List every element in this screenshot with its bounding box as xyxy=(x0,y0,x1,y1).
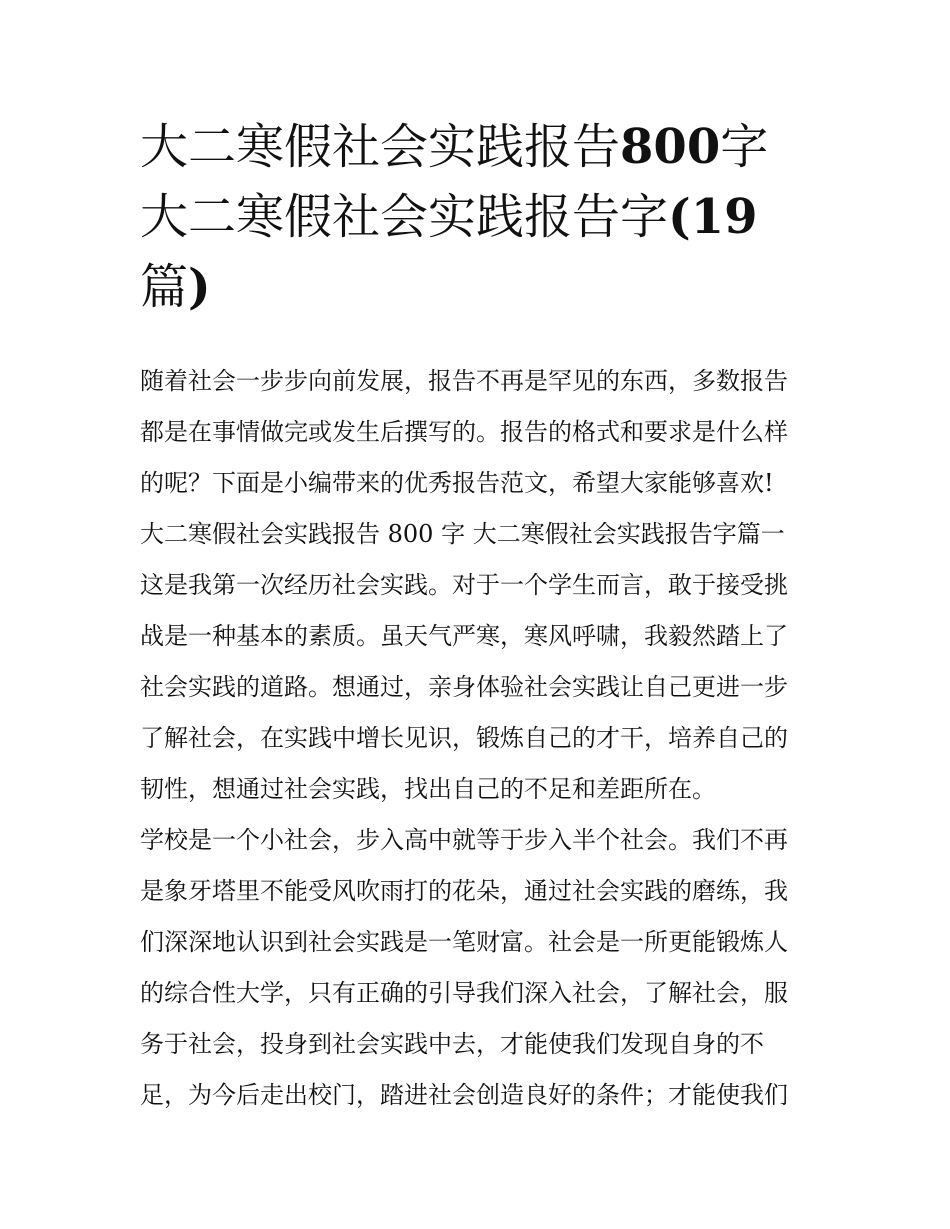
title-line-2 xyxy=(140,182,820,252)
title-line-1-tail: 字 xyxy=(720,119,769,175)
title-line-3-bold: ) xyxy=(188,259,211,315)
body-line: 是象牙塔里不能受风吹雨打的花朵，通过社会实践的磨练，我 xyxy=(140,877,788,905)
body-line: 大二寒假社会实践报告 800 字 大二寒假社会实践报告字篇一 xyxy=(140,520,785,548)
document-body xyxy=(140,356,820,1121)
title-line-1-text: 大二寒假社会实践报告 xyxy=(140,119,621,175)
body-line: 足，为今后走出校门，踏进社会创造良好的条件；才能使我们 xyxy=(140,1081,788,1109)
body-line: 都是在事情做完或发生后撰写的。报告的格式和要求是什么样 xyxy=(140,418,788,446)
body-line: 随着社会一步步向前发展，报告不再是罕见的东西，多数报告 xyxy=(140,367,788,395)
body-line: 们深深地认识到社会实践是一笔财富。社会是一所更能锻炼人 xyxy=(140,928,788,956)
body-line: 务于社会，投身到社会实践中去，才能使我们发现自身的不 xyxy=(140,1030,764,1058)
title-line-3-text: 篇 xyxy=(140,259,189,315)
body-line: 的综合性大学，只有正确的引导我们深入社会，了解社会，服 xyxy=(140,979,788,1007)
title-line-3 xyxy=(140,252,820,322)
body-line: 学校是一个小社会，步入高中就等于步入半个社会。我们不再 xyxy=(140,826,788,854)
body-line: 社会实践的道路。想通过，亲身体验社会实践让自己更进一步 xyxy=(140,673,788,701)
body-line: 了解社会，在实践中增长见识，锻炼自己的才干，培养自己的 xyxy=(140,724,788,752)
title-line-1-number: 800 xyxy=(620,119,721,175)
body-line: 这是我第一次经历社会实践。对于一个学生而言，敢于接受挑 xyxy=(140,571,788,599)
body-line: 的呢？下面是小编带来的优秀报告范文，希望大家能够喜欢! xyxy=(140,469,774,497)
document-title xyxy=(140,112,820,322)
body-line: 战是一种基本的素质。虽天气严寒，寒风呼啸，我毅然踏上了 xyxy=(140,622,788,650)
title-line-2-bold: (19 xyxy=(668,189,758,245)
title-line-1 xyxy=(140,112,820,182)
body-line: 韧性，想通过社会实践，找出自己的不足和差距所在。 xyxy=(140,775,716,803)
title-line-2-text: 大二寒假社会实践报告字 xyxy=(140,189,669,245)
